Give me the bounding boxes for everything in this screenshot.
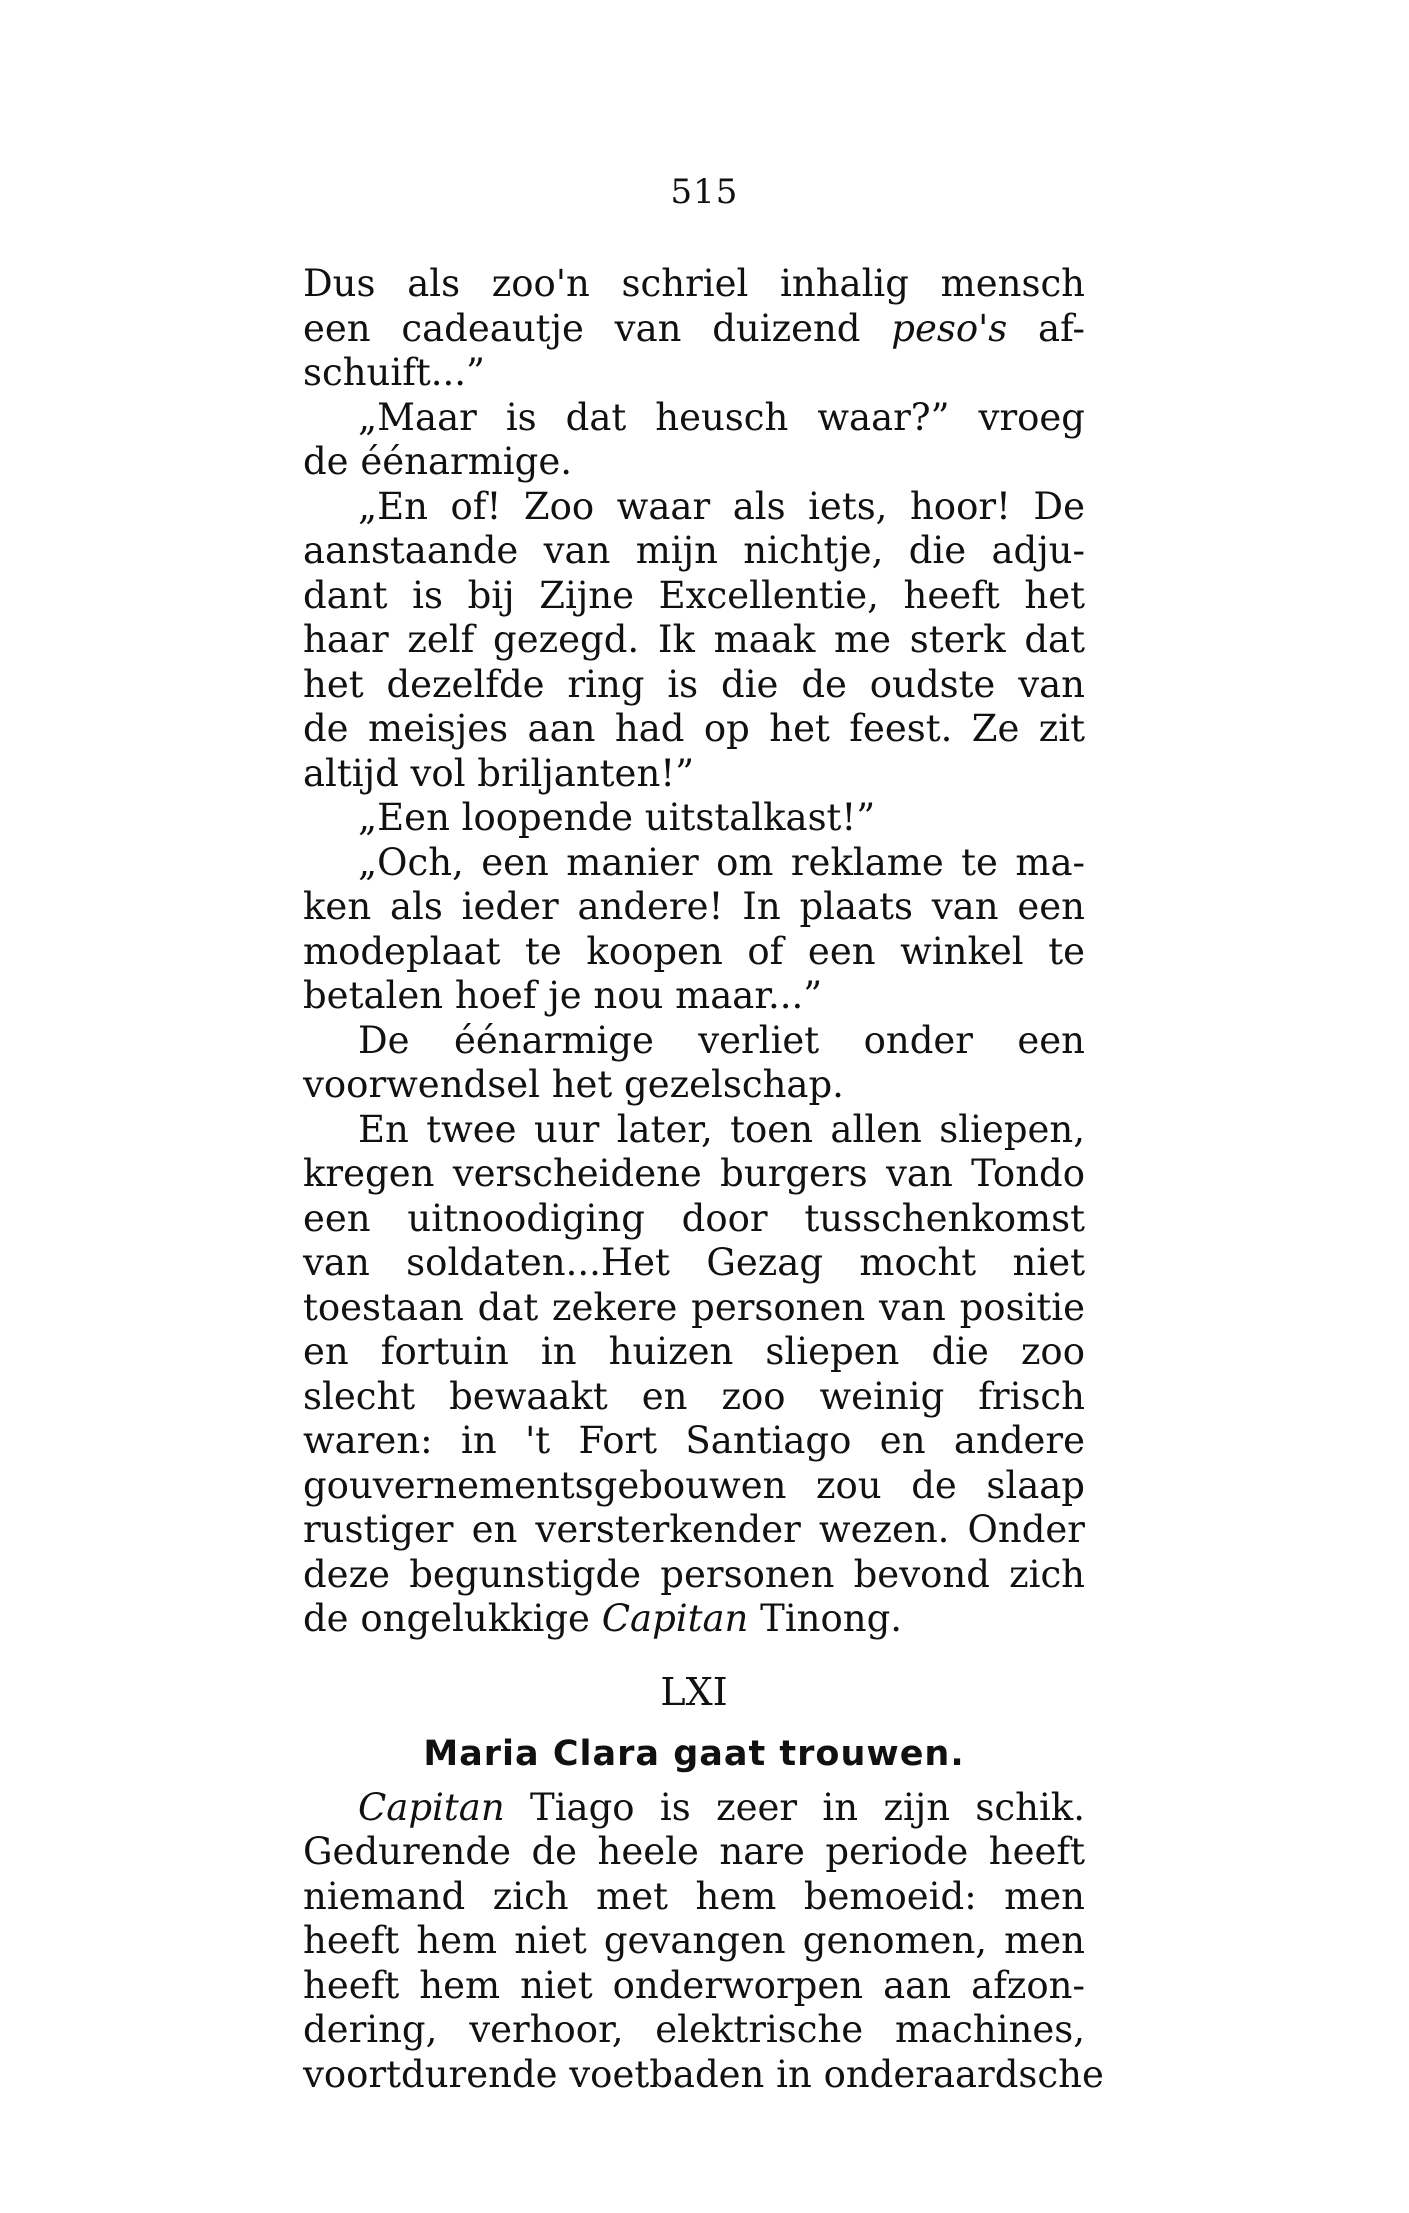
text-line xyxy=(303,2052,1104,2098)
line-text: schuift...” xyxy=(303,351,485,394)
text-line xyxy=(303,1919,1085,1964)
body-text xyxy=(303,262,1104,2097)
line-text: betalen hoef je nou maar...” xyxy=(303,974,823,1017)
text-line xyxy=(303,663,1085,708)
line-text: kregen verscheidene burgers van Tondo xyxy=(303,1152,1085,1195)
line-text: een uitnoodiging door tusschenkomst xyxy=(303,1196,1085,1240)
page-number: 515 xyxy=(670,172,739,212)
line-text: modeplaat te koopen of een winkel te xyxy=(303,929,1085,973)
text-line xyxy=(303,707,1085,752)
line-text: de éénarmige. xyxy=(303,440,572,483)
line-text: slecht bewaakt en zoo weinig frisch xyxy=(303,1374,1085,1418)
italic-text: Capitan xyxy=(601,1597,749,1640)
line-text: en fortuin in huizen sliepen die zoo xyxy=(303,1330,1085,1373)
line-text: „Maar is dat heusch waar?” vroeg xyxy=(358,395,1085,439)
line-text: haar zelf gezegd. Ik maak me sterk dat xyxy=(303,618,1085,661)
line-text: „Och, een manier om reklame te ma- xyxy=(358,840,1085,884)
line-text: heeft hem niet gevangen genomen, men xyxy=(303,1919,1085,1962)
text-line xyxy=(303,752,1085,797)
text-line xyxy=(303,796,1085,841)
italic-text: Capitan xyxy=(358,1785,505,1829)
paragraphs-after-chapter xyxy=(303,1785,1104,2098)
line-text: „En of! Zoo waar als iets, hoor! De xyxy=(358,484,1085,528)
text-line xyxy=(303,529,1085,574)
text-line xyxy=(303,841,1085,886)
chapter-title: Maria Clara gaat trouwen. xyxy=(423,1733,965,1774)
text-line xyxy=(303,307,1085,352)
paragraphs-before-chapter xyxy=(303,262,1085,1642)
line-text: „Een loopende uitstalkast!” xyxy=(358,796,876,839)
text-line xyxy=(303,1419,1085,1464)
text-line xyxy=(303,1152,1085,1197)
line-text: af- xyxy=(1007,306,1085,350)
line-text: Dus als zoo'n schriel inhalig mensch xyxy=(303,262,1085,305)
line-text: Tinong. xyxy=(748,1597,903,1640)
text-line xyxy=(303,1063,1085,1108)
text-line xyxy=(303,1830,1085,1875)
text-line xyxy=(303,1464,1085,1509)
line-text: heeft hem niet onderworpen aan afzon- xyxy=(303,1963,1085,2007)
line-text: En twee uur later, toen allen sliepen, xyxy=(358,1107,1085,1151)
text-line xyxy=(303,1197,1085,1242)
text-line xyxy=(303,930,1085,975)
text-line xyxy=(303,1286,1085,1331)
line-text: de ongelukkige xyxy=(303,1597,602,1640)
line-text: van soldaten...Het Gezag mocht niet xyxy=(303,1241,1085,1284)
line-text: Tiago is zeer in zijn schik. xyxy=(504,1785,1085,1829)
line-text: het dezelfde ring is die de oudste van xyxy=(303,662,1085,706)
italic-text: peso's xyxy=(891,306,1008,350)
line-text: ken als ieder andere! In plaats van een xyxy=(303,885,1085,928)
text-line xyxy=(303,1508,1085,1553)
text-line xyxy=(303,1875,1085,1920)
line-text: aanstaande van mijn nichtje, die adju- xyxy=(303,529,1085,572)
text-line xyxy=(303,1019,1085,1064)
text-line xyxy=(303,1108,1085,1153)
text-line xyxy=(303,1597,1085,1642)
text-line xyxy=(303,440,1085,485)
line-text: altijd vol briljanten!” xyxy=(303,751,695,795)
text-line xyxy=(303,618,1085,663)
line-text: gouvernementsgebouwen zou de slaap xyxy=(303,1463,1085,1507)
line-text: rustiger en versterkender wezen. Onder xyxy=(303,1508,1085,1551)
line-text: niemand zich met hem bemoeid: men xyxy=(303,1874,1085,1918)
text-line xyxy=(303,1241,1085,1286)
line-text: dering, verhoor, elektrische machines, xyxy=(303,2008,1085,2051)
text-line xyxy=(303,885,1085,930)
line-text: voorwendsel het gezelschap. xyxy=(303,1063,844,1106)
text-line xyxy=(303,1330,1085,1375)
text-line xyxy=(303,974,1085,1019)
text-line xyxy=(303,2008,1085,2053)
line-text: deze begunstigde personen bevond zich xyxy=(303,1552,1085,1596)
text-line xyxy=(303,1964,1085,2009)
line-text: dant is bij Zijne Excellentie, heeft het xyxy=(303,573,1085,617)
text-line xyxy=(303,1553,1085,1598)
line-text: voortdurende voetbaden in onderaardsche xyxy=(303,2052,1104,2096)
line-text: Gedurende de heele nare periode heeft xyxy=(303,1830,1085,1873)
text-line xyxy=(303,574,1085,619)
text-line xyxy=(303,262,1085,307)
text-line xyxy=(303,485,1085,530)
text-line xyxy=(303,1786,1085,1831)
text-line xyxy=(303,1375,1085,1420)
line-text: waren: in 't Fort Santiago en andere xyxy=(303,1419,1085,1462)
line-text: de meisjes aan had op het feest. Ze zit xyxy=(303,707,1085,750)
text-line xyxy=(303,351,1085,396)
line-text: een cadeautje van duizend xyxy=(303,306,892,350)
chapter-number: LXI xyxy=(660,1669,728,1714)
line-text: De éénarmige verliet onder een xyxy=(358,1018,1085,1062)
line-text: toestaan dat zekere personen van positie xyxy=(303,1285,1085,1329)
text-line xyxy=(303,396,1085,441)
